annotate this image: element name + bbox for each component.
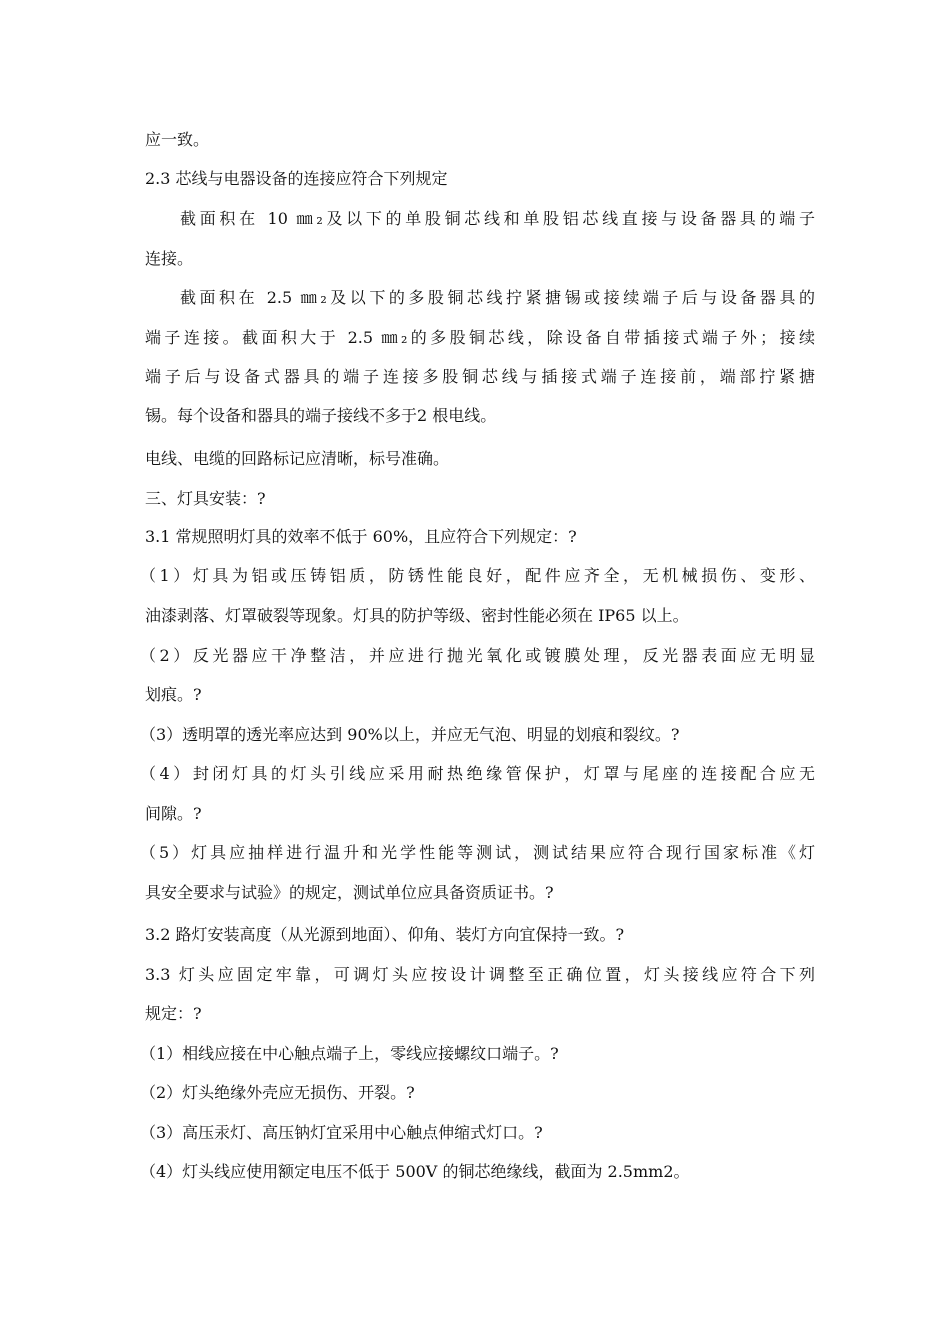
text-line: 截面积在 2.5 ㎜₂及以下的多股铜芯线拧紧搪锡或接续端子后与设备器具的 — [180, 288, 815, 307]
list-item: （4）封闭灯具的灯头引线应采用耐热绝缘管保护，灯罩与尾座的连接配合应无 — [140, 764, 815, 783]
text-line: 端子后与设备式器具的端子连接多股铜芯线与插接式端子连接前，端部拧紧搪 — [145, 367, 815, 386]
text-line: 应一致。 — [145, 130, 210, 149]
list-item: （1）相线应接在中心触点端子上，零线应接螺纹口端子。? — [140, 1044, 559, 1063]
text-line: 截面积在 10 ㎜₂及以下的单股铜芯线和单股铝芯线直接与设备器具的端子 — [180, 209, 815, 228]
section-heading: 3.2 路灯安装高度（从光源到地面）、仰角、装灯方向宜保持一致。? — [145, 925, 625, 944]
text-line: 锡。每个设备和器具的端子接线不多于2 根电线。 — [145, 406, 497, 425]
list-item: （4）灯头线应使用额定电压不低于 500V 的铜芯绝缘线，截面为 2.5mm2。 — [140, 1162, 690, 1181]
list-item: （2）灯头绝缘外壳应无损伤、开裂。? — [140, 1083, 415, 1102]
text-line: 间隙。? — [145, 804, 202, 823]
text-line: 规定：? — [145, 1004, 202, 1023]
text-line: 电线、电缆的回路标记应清晰，标号准确。 — [145, 449, 450, 468]
text-line: 连接。 — [145, 249, 194, 268]
list-item: （5）灯具应抽样进行温升和光学性能等测试，测试结果应符合现行国家标准《灯 — [140, 843, 815, 862]
list-item: （1）灯具为铝或压铸铝质，防锈性能良好，配件应齐全，无机械损伤、变形、 — [140, 566, 815, 585]
list-item: （3）高压汞灯、高压钠灯宜采用中心触点伸缩式灯口。? — [140, 1123, 543, 1142]
text-line: 油漆剥落、灯罩破裂等现象。灯具的防护等级、密封性能必须在 IP65 以上。 — [145, 606, 689, 625]
list-item: （2）反光器应干净整洁，并应进行抛光氧化或镀膜处理，反光器表面应无明显 — [140, 646, 815, 665]
section-heading: 3.1 常规照明灯具的效率不低于 60%，且应符合下列规定：? — [145, 527, 577, 546]
list-item: （3）透明罩的透光率应达到 90%以上，并应无气泡、明显的划痕和裂纹。? — [140, 725, 680, 744]
text-line: 划痕。? — [145, 685, 202, 704]
text-line: 具安全要求与试验》的规定，测试单位应具备资质证书。? — [145, 883, 554, 902]
section-heading: 三、灯具安装：? — [145, 489, 266, 508]
text-line: 端子连接。截面积大于 2.5 ㎜₂的多股铜芯线，除设备自带插接式端子外；接续 — [145, 328, 815, 347]
section-heading: 3.3 灯头应固定牢靠，可调灯头应按设计调整至正确位置，灯头接线应符合下列 — [145, 965, 815, 984]
section-heading: 2.3 芯线与电器设备的连接应符合下列规定 — [145, 169, 448, 188]
